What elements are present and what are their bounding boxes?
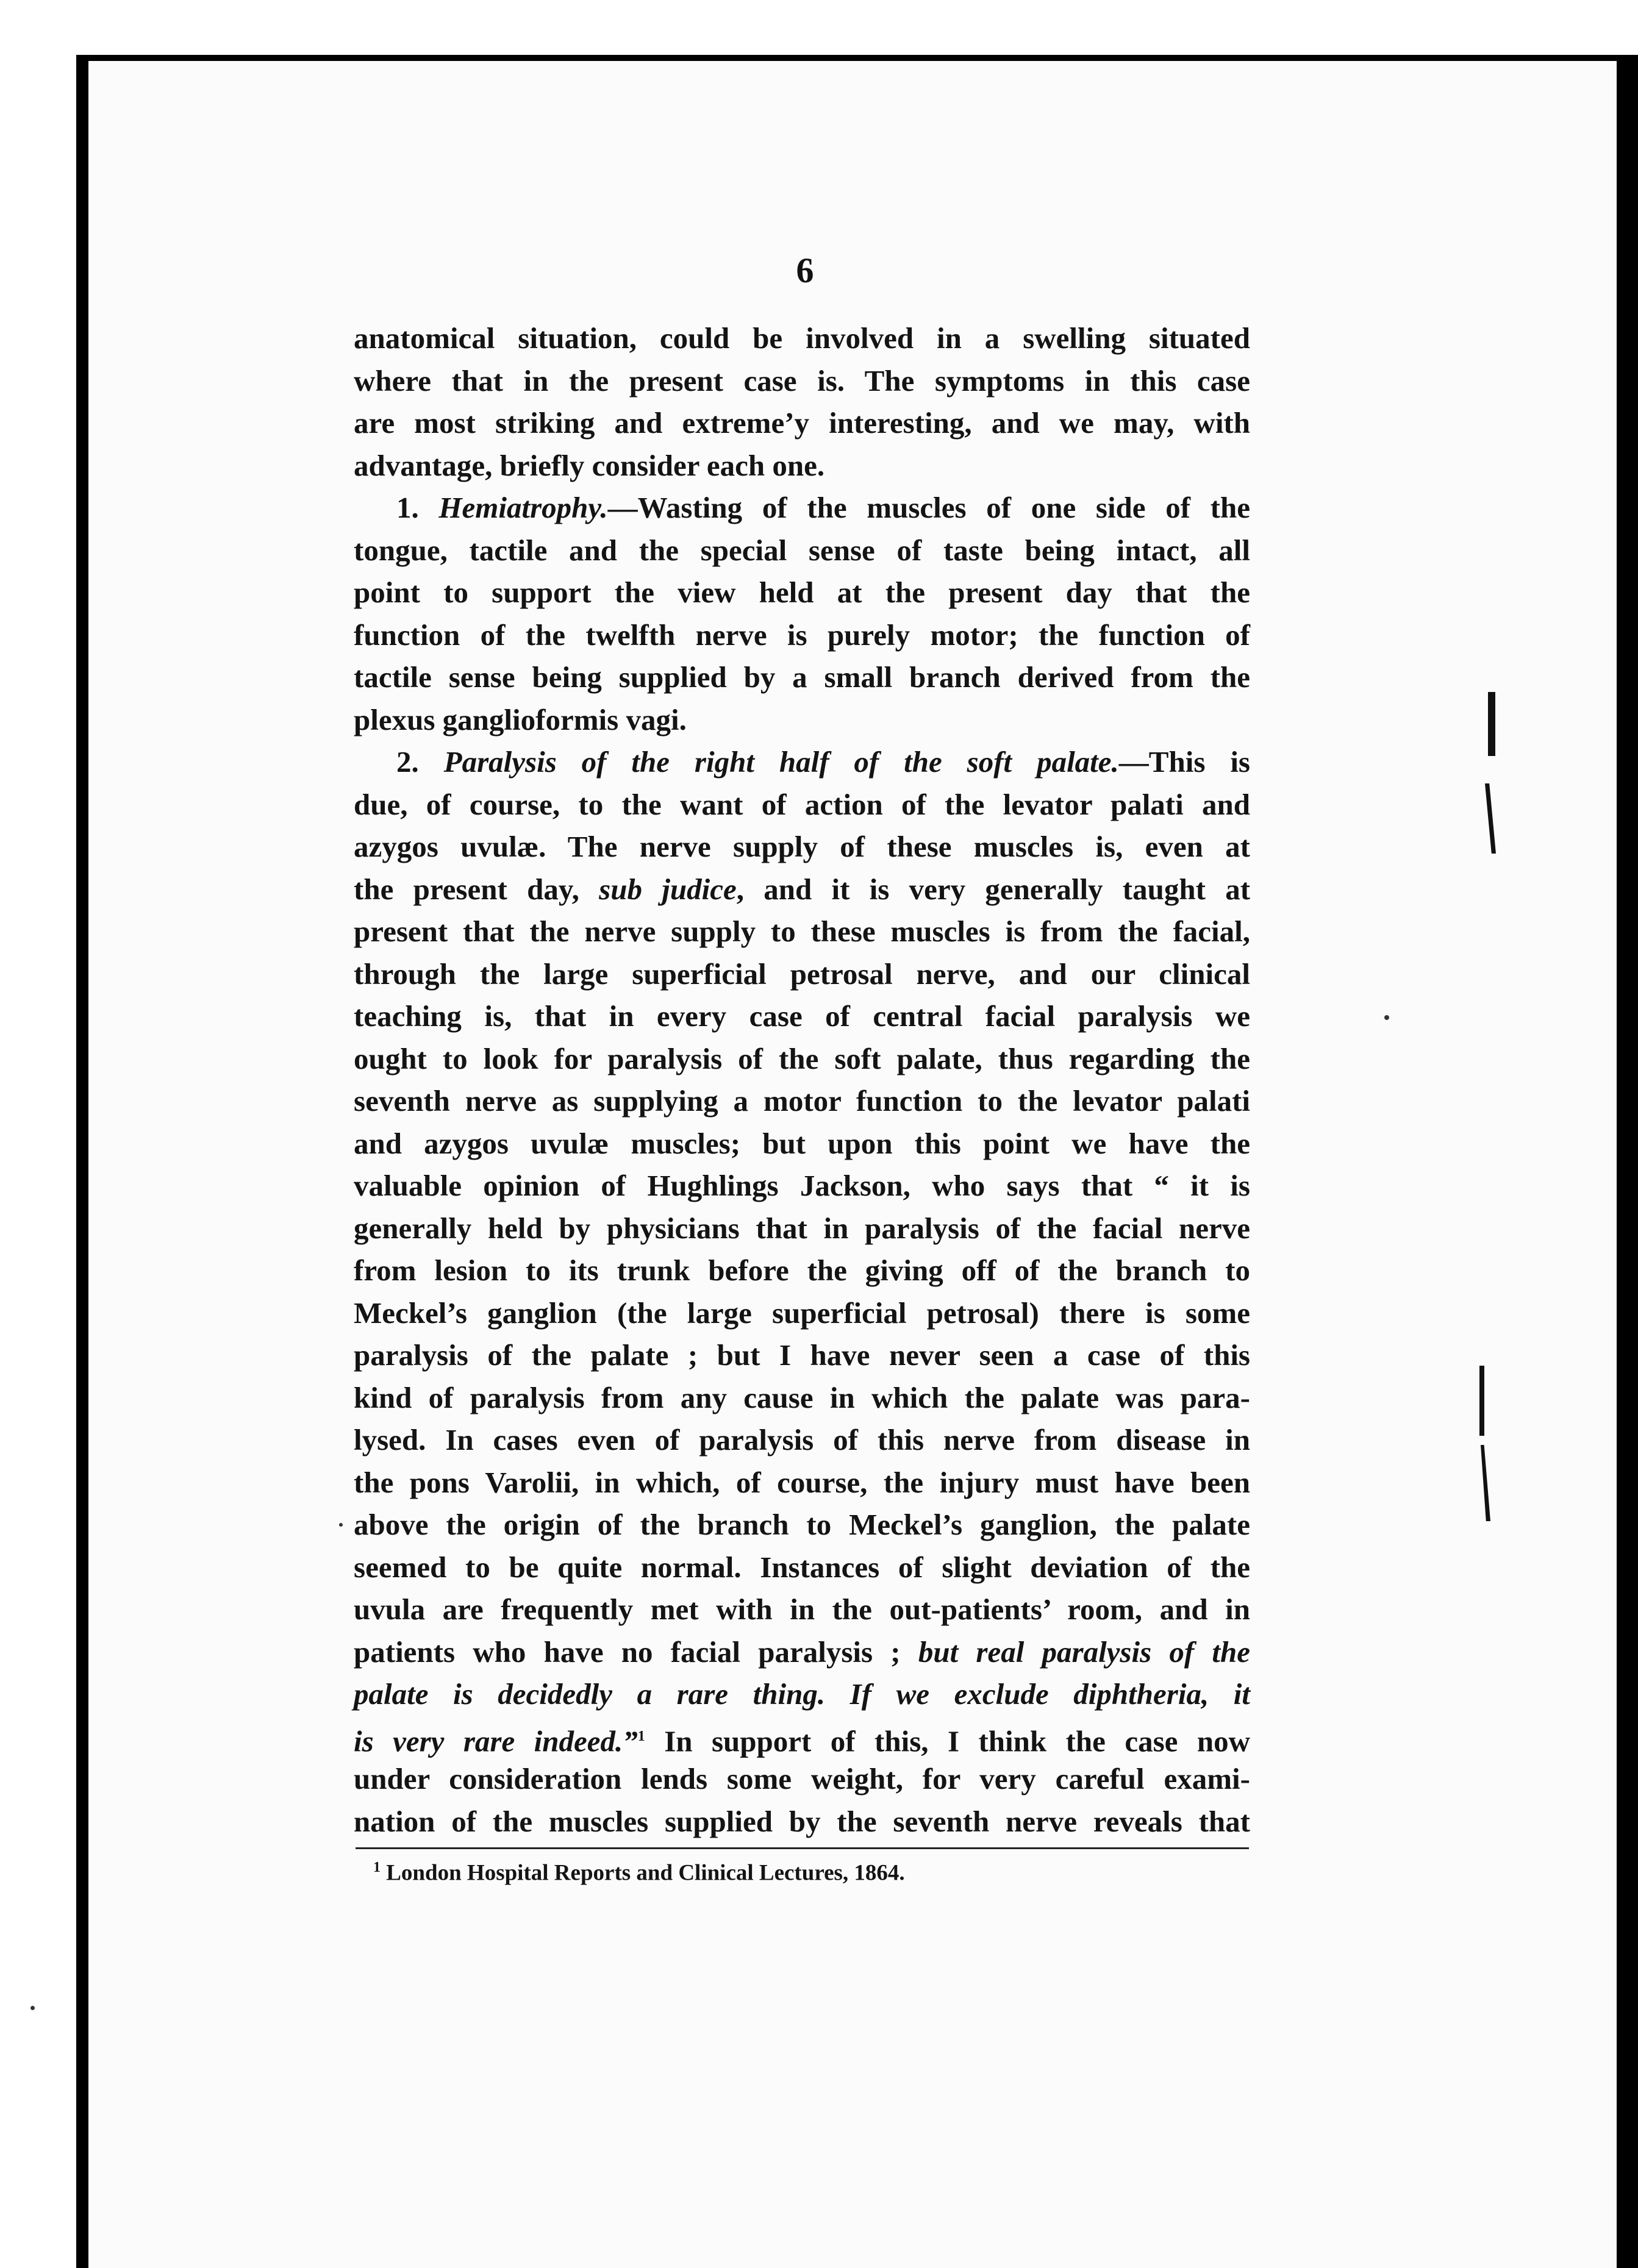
margin-mark [1479,1366,1484,1436]
body-text [354,317,1250,1842]
scan-speck [30,2006,35,2010]
item-heading: Paralysis of the right half of the soft palate. [443,745,1119,779]
scan-speck [1384,1015,1389,1020]
text-line: kind of paralysis from any cause in which the palate was para- [354,1380,1250,1414]
item-number: 2. [396,745,419,779]
text-line: are most striking and extremeʼy interesting, and we may, with [354,406,1250,440]
text-line: where that in the present case is. The symptoms in this case [354,363,1250,398]
text-span: This is [1148,745,1250,779]
text-line: under consideration lends some weight, for very careful exami- [354,1762,1250,1795]
text-line: through the large superficial petrosal nerve, and our clinical [354,957,1250,991]
text-span: , and it is very generally taught at [736,872,1251,906]
text-line: from lesion to its trunk before the giving off of the branch to [354,1253,1250,1287]
text-line: seventh nerve as supplying a motor function to the levator palati [354,1084,1250,1118]
text-line: advantage, briefly consider each one. [354,448,825,482]
footnote-text: London Hospital Reports and Clinical Lectures, 1864. [386,1860,905,1886]
item-number: 1. [396,491,419,524]
scan-speck [339,1523,343,1527]
text-line: and azygos uvulæ muscles; but upon this point we have the [354,1126,1250,1160]
text-span: the present day, [354,872,579,906]
text-line: valuable opinion of Hughlings Jackson, who says that “ it is [354,1169,1250,1202]
italic-phrase: palate is decidedly a rare thing. If we exclude diphtheria, it [354,1677,1250,1711]
text-line: tactile sense being supplied by a small branch derived from the [354,660,1250,694]
margin-mark [1488,692,1495,756]
page-number: 6 [796,251,814,290]
text-line: paralysis of the palate ; but I have never seen a case of this [354,1338,1250,1372]
text-line: function of the twelfth nerve is purely motor; the function of [354,618,1250,652]
text-line: the pons Varolii, in which, of course, the injury must have been [354,1465,1250,1499]
footnote-rule [356,1847,1249,1849]
list-item-hemiatrophy [354,487,1250,529]
item-heading: Hemiatrophy. [438,491,608,524]
text-line [354,1716,1250,1758]
text-line: uvula are frequently met with in the out-patients’ room, and in [354,1592,1250,1626]
text-line: plexus ganglioformis vagi. [354,702,687,736]
text-line: above the origin of the branch to Meckel’s ganglion, the palate [354,1508,1250,1541]
text-line: teaching is, that in every case of central facial paralysis we [354,999,1250,1033]
text-line: anatomical situation, could be involved in a swelling situated [354,321,1250,355]
text-line: tongue, tactile and the special sense of taste being intact, all [354,533,1250,567]
text-line: nation of the muscles supplied by the seventh nerve reveals that [354,1804,1250,1838]
text-span: patients who have no facial paralysis ; [354,1635,901,1669]
text-span: Wasting of the muscles of one side of the [637,491,1250,524]
text-line: lysed. In cases even of paralysis of this nerve from disease in [354,1423,1250,1457]
text-line: Meckel’s ganglion (the large superficial petrosal) there is some [354,1296,1250,1330]
footnote-reference: 1 [637,1728,645,1744]
text-line: due, of course, to the want of action of the levator palati and [354,787,1250,821]
text-line [354,1631,1250,1674]
scan-top-margin [0,0,1638,55]
text-line: point to support the view held at the present day that the [354,576,1250,609]
text-line: ought to look for paralysis of the soft palate, thus regarding the [354,1041,1250,1075]
text-line: generally held by physicians that in paralysis of the facial nerve [354,1211,1250,1245]
text-span: In support of this, I think the case now [664,1724,1250,1758]
footnote-mark: 1 [373,1860,381,1875]
em-dash: — [607,491,638,524]
italic-phrase: sub judice [599,872,737,906]
italic-phrase: but real paralysis of the [918,1635,1251,1669]
footnote [373,1860,905,1886]
list-item-palate [354,741,1250,783]
text-line: present that the nerve supply to these muscles is from the facial, [354,915,1250,948]
text-line: azygos uvulæ. The nerve supply of these muscles is, even at [354,830,1250,863]
italic-phrase: is very rare indeed.” [354,1724,638,1758]
em-dash: — [1118,745,1149,779]
text-line [354,868,1250,911]
text-line: seemed to be quite normal. Instances of slight deviation of the [354,1550,1250,1584]
text-line [354,1673,1250,1716]
